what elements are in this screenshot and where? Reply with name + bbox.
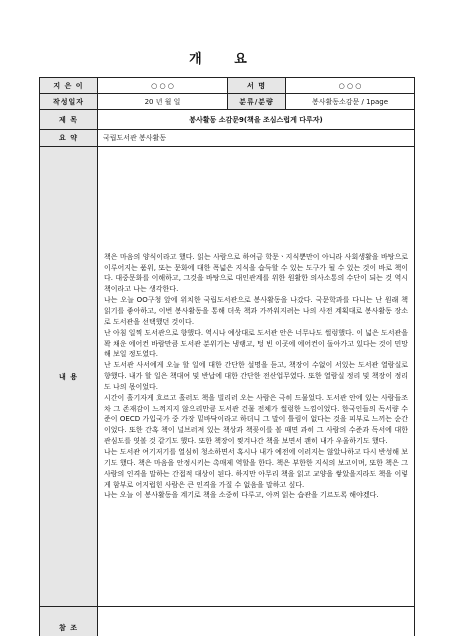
content-paragraph: 난 아침 일찍 도서관으로 향했다. 역시나 예상대로 도서관 안은 너무나도 썰렁했다. 이 넓은 도서관을 꽉 채운 에어컨 바람만큼 도서관 분위기는 냉랭고, 텅 빈 이곳에 에어컨이 돌아가고 있다는 것이 민망해 보일 정도였다. (104, 328, 408, 359)
content-paragraph: 책은 마음의 양식이라고 했다. 읽는 사람으로 하여금 학문ㆍ지식뿐만이 아니라 사회생활을 바탕으로 이루어지는 품위, 또는 문화에 대한 폭넓은 지식을 습득할 수 있는 도구가 될 수 있는 것이 바로 책이다. 대중문화를 이해하고, 그것을 바탕으로 대인관계를 위한 원활한 의사소통의 수단이 되는 것 역시 책이라고 나는 생각한다. (104, 252, 408, 294)
date-label: 작성일자 (40, 94, 98, 110)
date-value: 20 년 월 일 (98, 94, 228, 110)
content-paragraph: 시간이 흘기자게 흐르고 흘러도 책을 빌리러 오는 사람은 극히 드물었다. 도서관 안에 있는 사람들조차 그 존재감이 느껴지지 않으리만큼 도서관 건물 전체가 썰렁한 느낌이었다. 한국인들의 독서량 수준이 OECD 가입국가 중 가장 밑바닥이라고 하더니 그 말이 틀림이 없다는 것을 피부로 느끼는 순간이었다. 또한 간혹 책이 널브러져 있는 책상과 책꽂이를 볼 때면 과히 그 사람의 수준과 독서에 대한 관심도를 엿볼 것 같기도 했다. 또한 책장이 찢겨나간 책을 보면서 괜히 내가 우울하기도 했다. (104, 393, 408, 446)
category-value: 봉사활동소감문 / 1page (286, 94, 415, 110)
reference-label: 참 조 (40, 607, 98, 636)
document-title: 개 요 (189, 52, 261, 67)
content-paragraph: 나는 도서관 여기저기를 열심히 청소하면서 혹시나 내가 예전에 이러지는 않았나하고 다시 반성해 보기도 했다. 책은 마음을 안정시키는 촉매제 역할을 한다. 책은 부한한 지식의 보고이며, 또한 책은 그 사람의 인격을 말하는 간접적 대상이 된다. 하지만 아무리 책을 읽고 교양을 쌓았을지라도 책을 이렇게 함부로 어지럽힌 사람은 큰 인격을 가질 수 없음을 말하고 싶다. (104, 447, 408, 489)
reference-value (98, 607, 415, 636)
subject-value: 봉사활동 소감문9(책을 조심스럽게 다루자) (98, 110, 415, 130)
subject-label: 제 목 (40, 110, 98, 130)
summary-label: 요 약 (40, 130, 98, 147)
author-value: ○ ○ ○ (98, 78, 228, 94)
author-label: 지 은 이 (40, 78, 98, 94)
writer-value: ○ ○ ○ (286, 78, 415, 94)
content-paragraph: 난 도서관 사서에게 오늘 할 일에 대한 간단한 설명을 듣고, 책장이 수없이 서있는 도서관 열람실로 향했다. 내가 할 일은 책대여 및 반납에 대한 간단한 전산업무였다. 또한 열람실 정리 및 책장이 정리도 나의 몫이었다. (104, 361, 408, 391)
content-paragraph: 나는 오늘 OO구청 앞에 위치한 국립도서관으로 봉사활동을 나갔다. 국문학과를 다니는 난 원래 책 읽기를 좋아하고, 이번 봉사활동을 통해 더욱 책과 가까워지려는 나의 사전 계획대로 봉사활동 장소로 도서관을 선택했던 것이다. (104, 296, 408, 326)
writer-label: 서 명 (228, 78, 286, 94)
content-label: 내 용 (40, 147, 98, 607)
content-paragraph: 나는 오늘 이 봉사활동을 계기로 책을 소중히 다루고, 아껴 읽는 습관을 기르도록 해야겠다. (104, 491, 379, 500)
summary-value: 국립도서관 봉사활동 (98, 130, 415, 147)
content-body (98, 147, 415, 607)
category-label: 분류/분량 (228, 94, 286, 110)
summary-form-table (39, 77, 415, 636)
